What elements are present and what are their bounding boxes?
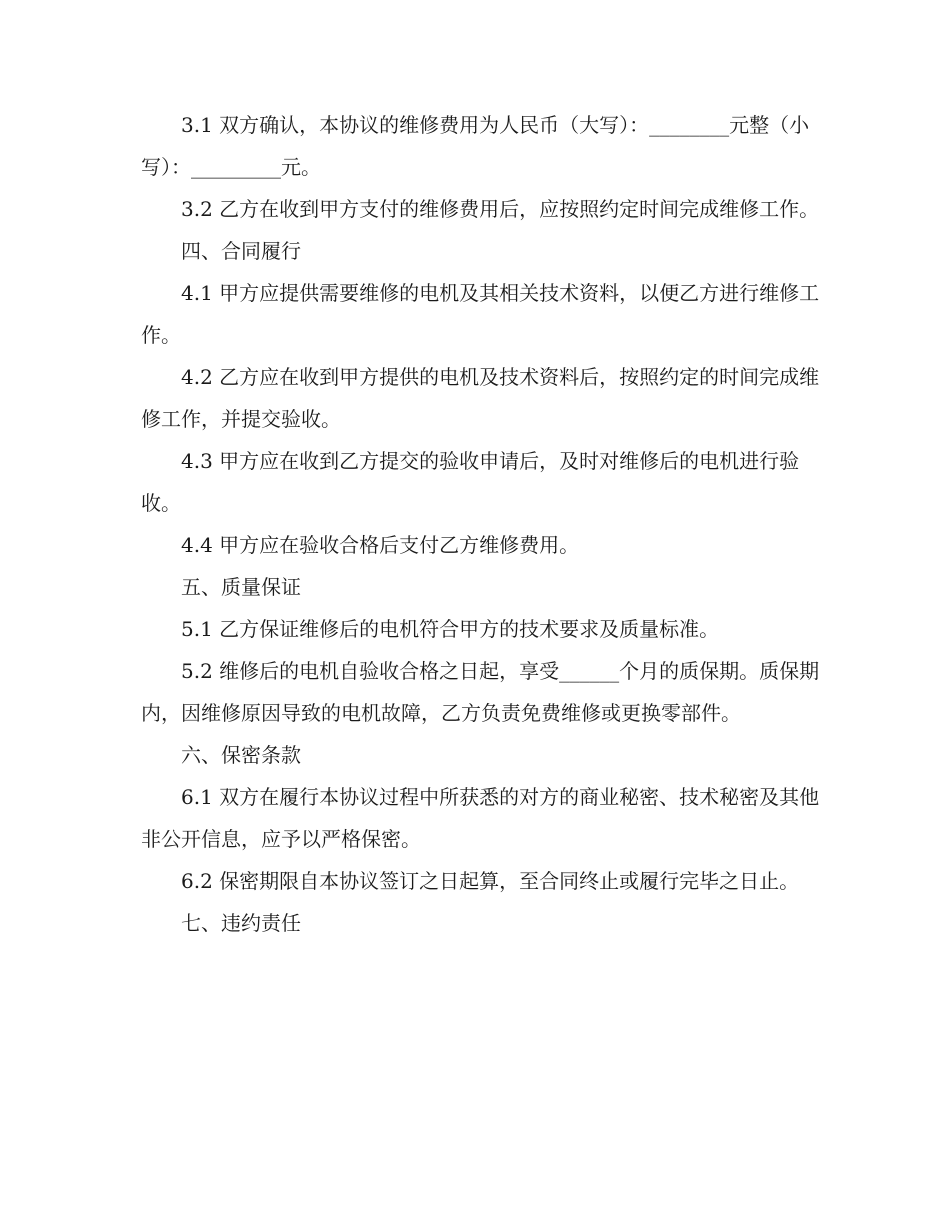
clause-3-1: 3.1 双方确认，本协议的维修费用为人民币（大写）：________元整（小写）：_________元。 — [141, 113, 810, 179]
clause-4-2: 4.2 乙方应在收到甲方提供的电机及技术资料后，按照约定的时间完成维修工作，并提交验收。 — [141, 365, 820, 431]
clause-4-1: 4.1 甲方应提供需要维修的电机及其相关技术资料，以便乙方进行维修工作。 — [141, 281, 820, 347]
section-heading-5: 五、质量保证 — [181, 575, 301, 599]
clause-5-2: 5.2 维修后的电机自验收合格之日起，享受______个月的质保期。质保期内，因维修原因导致的电机故障，乙方负责免费维修或更换零部件。 — [141, 659, 820, 725]
clause-4-4: 4.4 甲方应在验收合格后支付乙方维修费用。 — [181, 533, 580, 557]
clause-5-1: 5.1 乙方保证维修后的电机符合甲方的技术要求及质量标准。 — [181, 617, 720, 641]
section-heading-7: 七、违约责任 — [181, 911, 301, 935]
clause-3-2: 3.2 乙方在收到甲方支付的维修费用后，应按照约定时间完成维修工作。 — [181, 197, 820, 221]
section-heading-4: 四、合同履行 — [181, 239, 301, 263]
clause-6-2: 6.2 保密期限自本协议签订之日起算，至合同终止或履行完毕之日止。 — [181, 869, 800, 893]
document-body — [141, 104, 821, 944]
clause-4-3: 4.3 甲方应在收到乙方提交的验收申请后，及时对维修后的电机进行验收。 — [141, 449, 800, 515]
clause-6-1: 6.1 双方在履行本协议过程中所获悉的对方的商业秘密、技术秘密及其他非公开信息，应予以严格保密。 — [141, 785, 820, 851]
section-heading-6: 六、保密条款 — [181, 743, 301, 767]
